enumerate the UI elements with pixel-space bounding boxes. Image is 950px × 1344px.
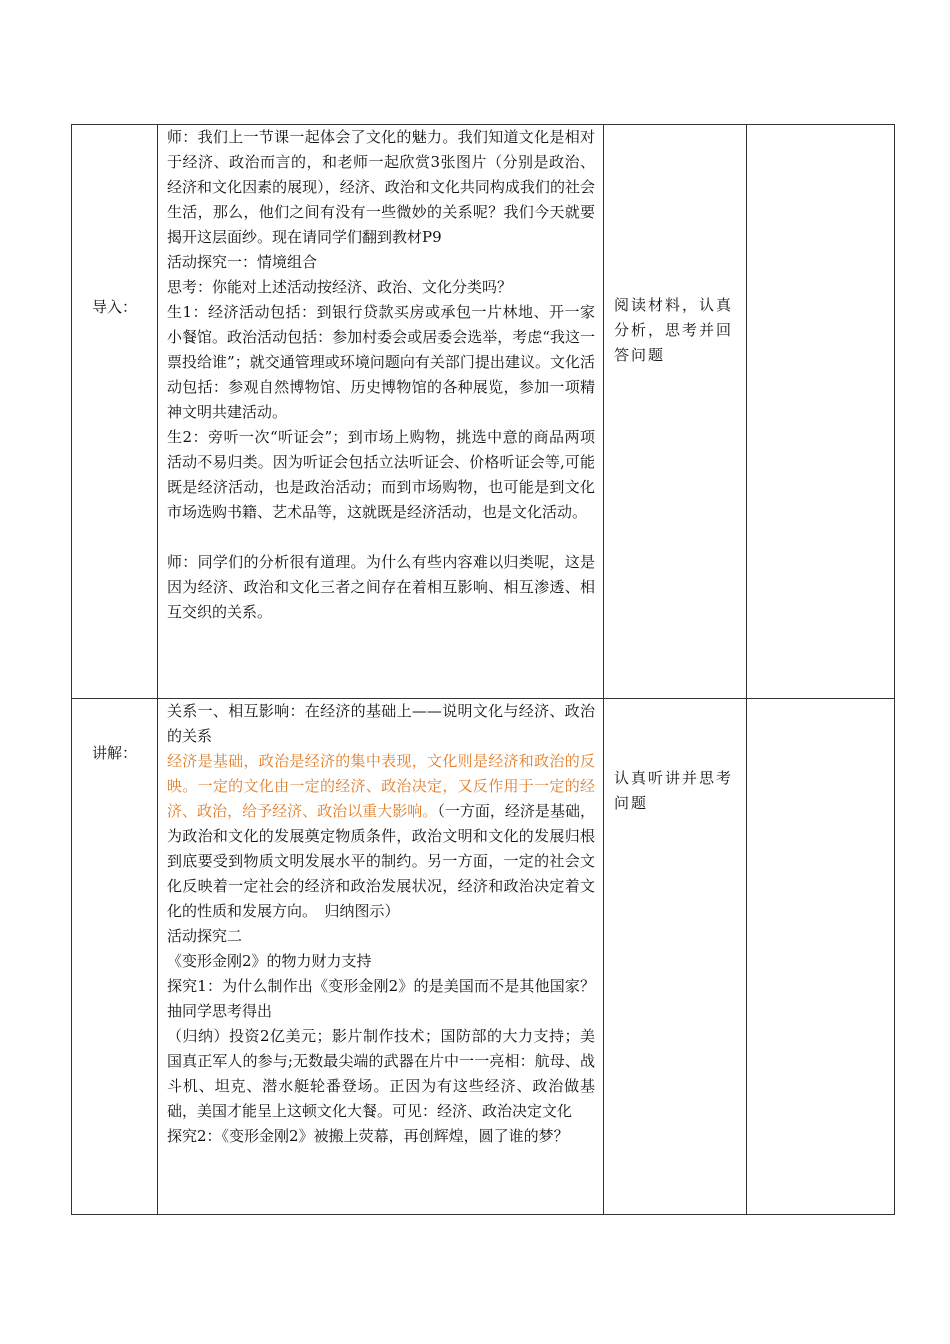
content-paragraph: 生2：旁听一次“听证会”；到市场上购物，挑选中意的商品两项活动不易归类。因为听证会包括立法听证会、价格听证会等,可能既是经济活动，也是政治活动；而到市场购物，也可能是到文化市场选购书籍、艺术品等，这就既是经济活动，也是文化活动。 (167, 428, 595, 521)
notes-cell (747, 699, 895, 1215)
content-paragraph: 探究1：为什么制作出《变形金刚2》的是美国而不是其他国家？抽同学思考得出 (167, 977, 595, 1020)
content-paragraph: 探究2：《变形金刚2》被搬上荧幕，再创辉煌，圆了谁的梦？ (167, 1127, 569, 1145)
paragraph-spacer (167, 525, 595, 550)
stage-label-cell (72, 699, 158, 1215)
teaching-content-cell (158, 699, 604, 1215)
notes-cell (747, 125, 895, 699)
stage-label-cell (72, 125, 158, 699)
content-paragraph: 师：同学们的分析很有道理。为什么有些内容难以归类呢，这是因为经济、政治和文化三者之间存在着相互影响、相互渗透、相互交织的关系。 (167, 553, 595, 621)
content-paragraph: 《变形金刚2》的物力财力支持 (167, 952, 372, 970)
content-paragraph: （归纳）投资2亿美元；影片制作技术；国防部的大力支持；美国真正军人的参与;无数最尖端的武器在片中一一亮相：航母、战斗机、坦克、潜水艇轮番登场。正因为有这些经济、政治做基础，美国才能呈上这顿文化大餐。可见：经济、政治决定文化 (167, 1027, 595, 1120)
content-paragraph: 思考：你能对上述活动按经济、政治、文化分类吗？ (167, 278, 513, 296)
student-activity: 认真听讲并思考问题 (614, 769, 734, 812)
relation-heading: 关系一、相互影响：在经济的基础上——说明文化与经济、政治的关系 (167, 702, 595, 745)
stage-label: 导入： (92, 298, 138, 316)
stage-label: 讲解： (92, 744, 138, 762)
content-paragraph: 活动探究一：情境组合 (167, 253, 318, 271)
student-activity: 阅读材料，认真分析，思考并回答问题 (614, 296, 734, 364)
content-paragraph: 师：我们上一节课一起体会了文化的魅力。我们知道文化是相对于经济、政治而言的，和老师一起欣赏3张图片（分别是政治、经济和文化因素的展现），经济、政治和文化共同构成我们的社会生活，那么，他们之间有没有一些微妙的关系呢？我们今天就要揭开这层面纱。现在请同学们翻到教材P9 (167, 128, 595, 246)
teaching-content (158, 125, 603, 625)
table-row-intro (72, 125, 895, 699)
table-row-lecture (72, 699, 895, 1215)
highlight-text: 经济是基础，政治是经济的集中表现，文化则是经济和政治的反映。一定的文化由一定的经济、政治决定，又反作用于一定的经济、政治，给予经济、政治以重大影响。 (167, 752, 595, 820)
teaching-content (158, 699, 603, 1149)
content-paragraph: 生1：经济活动包括：到银行贷款买房或承包一片林地、开一家小餐馆。政治活动包括：参加村委会或居委会选举，考虑“我这一票投给谁”；就交通管理或环境问题向有关部门提出建议。文化活动包括：参观自然博物馆、历史博物馆的各种展览，参加一项精神文明共建活动。 (167, 303, 595, 421)
student-activity-cell (604, 699, 747, 1215)
highlight-paragraph (167, 749, 595, 924)
teaching-content-cell (158, 125, 604, 699)
student-activity-cell (604, 125, 747, 699)
content-paragraph: 活动探究二 (167, 927, 243, 945)
lesson-plan-table (71, 124, 895, 1215)
explanation-text: （一方面，经济是基础，为政治和文化的发展奠定物质条件，政治文明和文化的发展归根到底要受到物质文明发展水平的制约。另一方面，一定的社会文化反映着一定社会的经济和政治发展状况，经济和政治决定着文化的性质和发展方向。 归纳图示） (167, 802, 595, 920)
